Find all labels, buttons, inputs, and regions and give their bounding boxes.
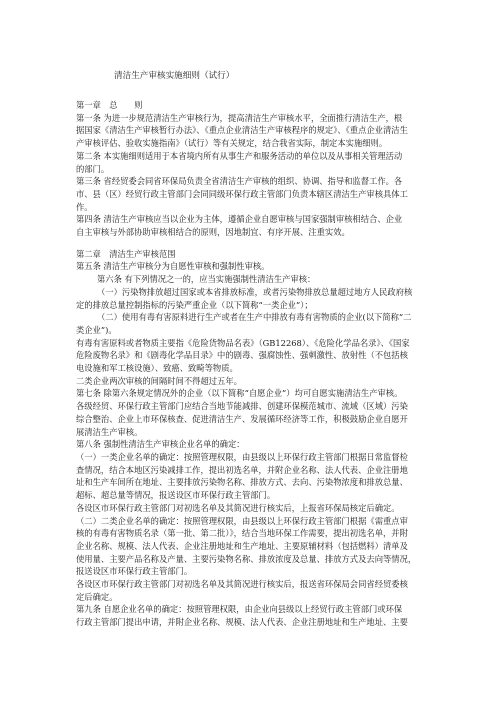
text-line: （一）一类企业名单的确定：按照管理权限，由县级以上环保行政主管部门根据日常监督检: [76, 451, 408, 462]
text-line: 第二条 本实施细则适用于本省境内所有从事生产和服务活动的单位以及从事相关管理活动: [76, 150, 403, 161]
text-line: 使用量、主要产品名称及产量、主要污染物名称、排放浓度及总量、排放方式及去向等情况，: [76, 553, 417, 564]
paragraph-spacer: [76, 90, 456, 99]
text-line: 第三条 省经贸委会同省环保局负责全省清洁生产审核的组织、协调、指导和监督工作。各: [76, 176, 403, 187]
text-line: 行政主管部门提出申请，并附企业名称、规模、法人代表、企业注册地址和生产地址、主要: [76, 617, 408, 628]
text-line: 的部门。: [76, 163, 110, 174]
text-line: 展清洁生产审核。: [76, 426, 143, 437]
text-line: 定后确定。: [76, 591, 118, 602]
text-line: （二）二类企业名单的确定：按照管理权限，由县级以上环保行政主管部门根据《需重点审: [76, 515, 408, 526]
text-line: 第八条 强制性清洁生产审核企业名单的确定：: [76, 439, 245, 450]
text-line: （一）污染物排放超过国家或本省排放标准，或者污染物排放总量超过地方人民政府核: [97, 286, 413, 297]
text-line: 电设施和军工核设施）、致癌、致畸等物质。: [76, 363, 238, 374]
text-line: 各设区市环保行政主管部门对初选名单及其简况进行核实后，报送省环保局会同省经贸委核: [76, 579, 408, 590]
text-line: 第六条 有下列情况之一的，应当实施强制性清洁生产审核：: [97, 274, 316, 285]
text-line: 各级经贸、环保行政主管部门应结合当地节能减排、创建环保模范城市、流域（区域）污染: [76, 401, 408, 412]
paragraph-spacer: [76, 239, 456, 248]
text-line: 有毒有害原料或者物质主要指《危险货物品名表》（GB12268）、《危险化学品名录》、《国家: [76, 337, 410, 348]
text-line: 自主审核与外部协助审核相结合的原则，因地制宜、有序开展、注重实效。: [76, 227, 350, 238]
text-line: 第七条 除第六条规定情况外的企业（以下简称“自愿企业”）均可自愿实施清洁生产审核。: [76, 388, 403, 399]
text-line: （二）使用有毒有害原料进行生产或者在生产中排放有毒有害物质的企业(以下简称“二: [97, 312, 412, 323]
text-line: 综合整治、企业上市环保核查、促进清洁生产、发展循环经济等工作，积极鼓励企业自愿开: [76, 413, 408, 424]
document-title: 清洁生产审核实施细则（试行）: [114, 71, 235, 81]
text-line: 报送设区市环保行政主管部门。: [76, 566, 193, 577]
text-line: 超标、超总量等情况，报送设区市环保行政主管部门。: [76, 490, 276, 501]
text-line: 第二章 清洁生产审核范围: [76, 248, 176, 259]
text-line: 作。: [76, 201, 93, 212]
text-line: 二类企业两次审核的间隔时间不得超过五年。: [76, 375, 242, 386]
document-body: [76, 90, 456, 629]
text-line: 核的有毒有害物质名录（第一批、第二批）》，结合当地环保工作需要，提出初选名单，并附: [76, 528, 408, 539]
text-line: 定的排放总量控制指标的污染严重企业（以下简称“一类企业”）；: [76, 299, 313, 310]
text-line: 第一条 为进一步规范清洁生产审核行为，提高清洁生产审核水平，全面推行清洁生产，根: [76, 112, 403, 123]
text-line: 址和生产车间所在地址、主要排放污染物名称、排放方式、去向、污染物浓度和排放总量、: [76, 477, 408, 488]
text-line: 第一章 总 则: [76, 100, 143, 110]
text-line: 第九条 自愿企业名单的确定：按照管理权限，由企业向县级以上经贸行政主管部门或环保: [76, 604, 403, 615]
text-line: 第五条 清洁生产审核分为自愿性审核和强制性审核。: [76, 261, 270, 272]
text-line: 类企业”)。: [76, 324, 117, 335]
text-line: 危险废物名录》和《剧毒化学品目录》中的剧毒、强腐蚀性、强刺激性、放射性（不包括核: [76, 350, 408, 361]
text-line: 第四条 清洁生产审核应当以企业为主体，遵循企业自愿审核与国家强制审核相结合、企业: [76, 214, 403, 225]
text-line: 市、县（区）经贸行政主管部门会同同级环保行政主管部门负责本辖区清洁生产审核具体工: [76, 188, 408, 199]
text-line: 查情况，结合本地区污染减排工作，提出初选名单，并附企业名称、法人代表、企业注册地: [76, 464, 408, 475]
text-line: 据国家《清洁生产审核暂行办法》、《重点企业清洁生产审核程序的规定》、《重点企业清洁生: [76, 125, 408, 136]
text-line: 企业名称、规模、法人代表、企业注册地址和生产地址、主要原辅材料（包括燃料）清单及: [76, 540, 408, 551]
text-line: 各设区市环保行政主管部门对初选名单及其简况进行核实后，上报省环保局核定后确定。: [76, 502, 400, 513]
text-line: 产审核评估、验收实施指南》（试行）等有关规定，结合我省实际，制定本实施细则。: [76, 138, 388, 149]
